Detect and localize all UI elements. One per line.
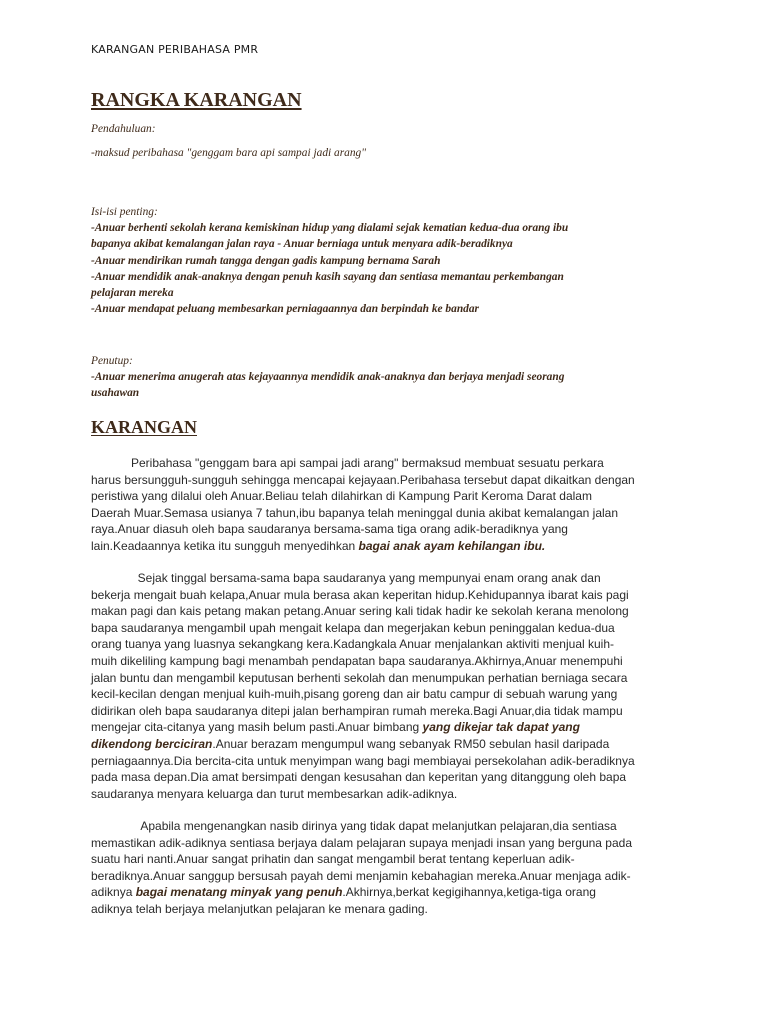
isi-line: -Anuar mendapat peluang membesarkan perniagaannya dan berpindah ke bandar	[91, 303, 479, 316]
paragraph-line: beradiknya.Anuar sanggup bersusah payah demi menjamin kebahagian mereka.Anuar menjaga adik-	[91, 868, 631, 883]
paragraph-line	[91, 719, 691, 736]
line-text: .Anuar berazam mengumpul wang sebanyak RM50 sebulan hasil daripada	[212, 736, 610, 751]
penutup-label: Penutup:	[91, 355, 133, 367]
line-text: .Akhirnya,berkat kegigihannya,ketiga-tiga orang	[342, 885, 596, 900]
line-text: lain.Keadaannya ketika itu sungguh menyedihkan	[91, 538, 359, 553]
paragraph-line: memastikan adik-adiknya sentiasa berjaya dalam pelajaran supaya menjadi insan yang berguna pada	[91, 835, 633, 850]
paragraph-line: pada masa depan.Dia amat bersimpati dengan kesusahan dan keperitan yang ditanggung oleh bapa	[91, 770, 627, 785]
peribahasa-highlight: bagai anak ayam kehilangan ibu.	[358, 538, 546, 553]
isi-line: -Anuar mendidik anak-anaknya dengan penuh kasih sayang dan sentiasa memantau perkembangan	[91, 270, 564, 283]
penutup-section	[91, 353, 681, 402]
line-text: mengejar cita-citanya yang masih belum pasti.Anuar bimbang	[91, 720, 423, 735]
paragraph-line	[91, 736, 691, 753]
paragraph-line: Peribahasa "genggam bara api sampai jadi arang" bermaksud membuat sesuatu perkara	[91, 456, 604, 470]
paragraph-line	[91, 884, 691, 901]
peribahasa-highlight: dikendong berciciran	[91, 736, 213, 751]
isi-label: Isi-isi penting:	[91, 206, 158, 218]
isi-line: -Anuar berhenti sekolah kerana kemiskinan hidup yang dialami sejak kematian kedua-dua orang ibu	[91, 222, 569, 235]
paragraph-line: peristiwa yang dilalui oleh Anuar.Beliau telah dilahirkan di Kampung Parit Keroma Darat dalam	[91, 489, 592, 504]
paragraph-line: orang tuanya yang luasnya sekangkang kera.Kadangkala Anuar menjalankan aktiviti menjual kuih-	[91, 637, 615, 652]
paragraph-line: harus bersungguh-sungguh sehingga mencapai kejayaan.Peribahasa tersebut dapat dikaitkan dengan	[91, 472, 635, 487]
paragraph-line: bekerja mengait buah kelapa,Anuar mula berasa akan keperitan hidup.Kehidupannya ibarat kais pagi	[91, 587, 629, 602]
peribahasa-highlight: bagai menatang minyak yang penuh	[135, 885, 343, 900]
peribahasa-highlight: yang dikejar tak dapat yang	[422, 720, 580, 735]
line-text: adiknya	[91, 885, 136, 900]
running-header: KARANGAN PERIBAHASA PMR	[91, 43, 259, 56]
essay-heading: KARANGAN	[91, 417, 197, 437]
paragraph-line: saudaranya menyara keluarga dan turut membesarkan adik-adiknya.	[91, 786, 458, 801]
paragraph-line	[91, 538, 691, 555]
isi-section	[91, 204, 681, 317]
paragraph-line: muih dikeliling kampung bagi menambah pendapatan bapa saudaranya.Akhirnya,Anuar menempuhi	[91, 653, 623, 668]
essay-paragraph-1	[91, 455, 691, 555]
essay-paragraph-2	[91, 570, 691, 802]
paragraph-line: Apabila mengenangkan nasib dirinya yang tidak dapat melanjutkan pelajaran,dia sentiasa	[91, 819, 617, 833]
pendahuluan-label: Pendahuluan:	[91, 123, 156, 135]
paragraph-line: kecil-kecilan dengan menjual kuih-muih,pisang goreng dan air batu campur di sebuah warung yang	[91, 687, 618, 702]
paragraph-line: Daerah Muar.Semasa usianya 7 tahun,ibu bapanya telah meninggal dunia akibat kemalangan jalan	[91, 505, 619, 520]
outline-heading: RANGKA KARANGAN	[91, 89, 302, 111]
paragraph-line: jalan buntu dan mengambil keputusan berhenti sekolah dan menumpukan perhatian berniaga secara	[91, 670, 628, 685]
pendahuluan-section	[91, 121, 681, 161]
paragraph-line: didirikan oleh bapa saudaranya ditepi jalan berhampiran rumah mereka.Bagi Anuar,dia tidak mampu	[91, 703, 623, 718]
paragraph-line: Sejak tinggal bersama-sama bapa saudaranya yang mempunyai enam orang anak dan	[91, 571, 601, 585]
isi-line: -Anuar mendirikan rumah tangga dengan gadis kampung bernama Sarah	[91, 254, 441, 267]
paragraph-line: makan pagi dan kais petang makan petang.Anuar sering kali tidak hadir ke sekolah kerana menolong	[91, 604, 629, 619]
penutup-line: usahawan	[91, 387, 140, 400]
isi-line: bapanya akibat kemalangan jalan raya - Anuar berniaga untuk menyara adik-beradiknya	[91, 238, 513, 251]
paragraph-line: adiknya telah berjaya melanjutkan pelajaran ke menara gading.	[91, 901, 428, 916]
paragraph-line: perniagaannya.Dia bercita-cita untuk menyimpan wang bagi membiayai persekolahan adik-beradiknya	[91, 753, 635, 768]
paragraph-line: suatu hari nanti.Anuar sangat prihatin dan sangat mengambil berat tentang keperluan adik-	[91, 852, 575, 867]
essay-paragraph-3	[91, 818, 691, 918]
penutup-line: -Anuar menerima anugerah atas kejayaannya mendidik anak-anaknya dan berjaya menjadi seorang	[91, 371, 565, 384]
paragraph-line: bapa saudaranya mengambil upah mengait kelapa dan megerjakan kebun peninggalan kedua-dua	[91, 620, 615, 635]
pendahuluan-point: -maksud peribahasa "genggam bara api sampai jadi arang"	[91, 147, 367, 160]
isi-line: pelajaran mereka	[91, 287, 174, 300]
paragraph-line: raya.Anuar diasuh oleh bapa saudaranya bersama-sama tiga orang adik-beradiknya yang	[91, 522, 568, 537]
